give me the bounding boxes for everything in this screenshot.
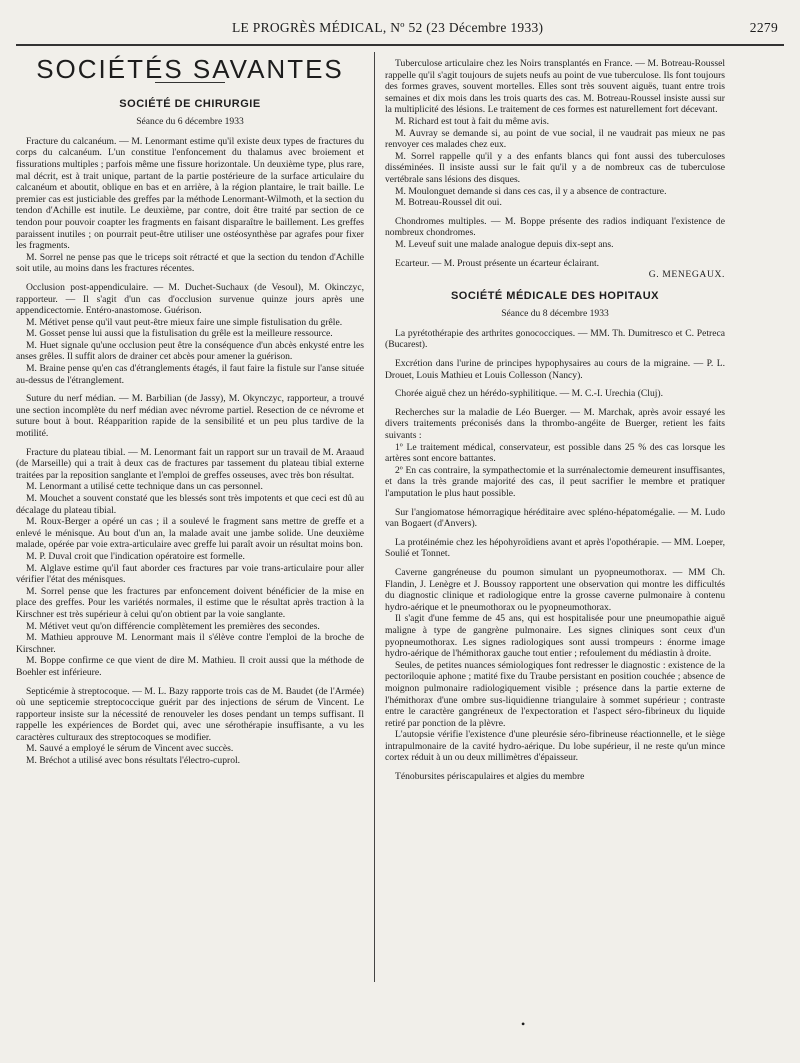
running-header — [16, 20, 784, 42]
paragraph: Excrétion dans l'urine de principes hypophysaires au cours de la migraine. — P. L. Drouet, Louis Mathieu et Louis Collesson (Nancy). — [385, 358, 725, 381]
left-column — [16, 54, 364, 767]
page-mark: • — [521, 1017, 526, 1031]
paragraph: Chondromes multiples. — M. Boppe présente des radios indiquant l'existence de nombreux chondromes. — [385, 215, 725, 239]
paragraph: Occlusion post-appendiculaire. — M. Duchet-Suchaux (de Vesoul), M. Okinczyc, rapporteur. — Il s'agit d'un cas d'occlusion survenue quinze jours après une appendicectomie. Entéro-anastomose. Guérison. — [16, 281, 364, 317]
paragraph: M. Bréchot a utilisé avec bons résultats l'électro-cuprol. — [26, 755, 241, 767]
paragraph: La protéinémie chez les hépohyroïdiens avant et après l'opothérapie. — MM. Loeper, Soulié et Tonnet. — [385, 536, 725, 560]
right-column — [385, 58, 725, 783]
paragraph: Seules, de petites nuances sémiologiques font redresser le diagnostic : existence de la pectoriloquie aphone ; matité fixe du Traube persistant en position couchée ; absence de moignon pulmonaire radiologiquement visible ; présence dans la partie externe de l'hémithorax d'une ombre sus-liquidienne triangulaire à sommet supérieur ; contraste entre le caractère gangréneux de l'expectoration et l'aspect séro-fibrineux du liquide retiré par ponction de la plèvre. — [385, 659, 725, 729]
paragraph: 1º Le traitement médical, conservateur, est possible dans 25 % des cas lorsque les artères sont encore battantes. — [385, 441, 725, 465]
paragraph: M. Sauvé a employé le sérum de Vincent avec succès. — [26, 743, 234, 755]
paragraph: Sur l'angiomatose hémorragique héréditaire avec spléno-hépatomégalie. — M. Ludo van Bogaert (d'Anvers). — [385, 506, 725, 530]
column-divider — [374, 52, 375, 982]
paragraph: Septicémie à streptocoque. — M. L. Bazy rapporte trois cas de M. Baudet (de l'Armée) où une septicemie streptococcique guérit par des injections de sérum de Vincent. Le rapporteur insiste sur la nécessité de renouveler les doses pendant un temps suffisant. Il rappelle les expériences de Bordet qui, avec une sérothérapie insuffisante, a vu les caractères culturaux des streptocoques se modifier. — [16, 685, 364, 743]
paragraph: La pyrétothérapie des arthrites gonococciques. — MM. Th. Dumitresco et C. Petreca (Bucarest). — [385, 327, 725, 351]
paragraph: M. Boppe confirme ce que vient de dire M. Mathieu. Il croit aussi que la méthode de Boehler est inférieure. — [16, 655, 364, 678]
signature: G. MENEGAUX. — [648, 269, 725, 281]
paragraph: Recherches sur la maladie de Léo Buerger. — M. Marchak, après avoir essayé les divers traitements préconisés dans la thrombo-angéite de Buerger, retient les faits suivants : — [385, 406, 725, 442]
paragraph: Ténobursites périscapulaires et algies du membre — [395, 771, 585, 783]
paragraph: M. Botreau-Roussel dit oui. — [395, 197, 502, 209]
session-date-hopitaux: Séance du 8 décembre 1933 — [501, 308, 609, 320]
section-title-hopitaux: SOCIÉTÉ MÉDICALE DES HOPITAUX — [450, 289, 660, 302]
paragraph: M. P. Duval croit que l'indication opératoire est formelle. — [26, 550, 245, 562]
paragraph: Il s'agit d'une femme de 45 ans, qui est hospitalisée pour une pneumopathie aiguë maligne à type de gangrène pulmonaire. Les signes cliniques sont ceux d'un pyopneumothorax. Les signes radiologiques sont aussi trompeurs : énorme image hydro-aérique de l'hémithorax gauche tout entier ; refoulement du médiastin à droite. — [385, 613, 725, 660]
paragraph: L'autopsie vérifie l'existence d'une pleurésie séro-fibrineuse réactionnelle, et le siège intrapulmonaire de la cavité hydro-aérique. Du lobe supérieur, il ne reste qu'un mince cortex réduit à un ou deux millimètres d'épaisseur. — [385, 729, 725, 764]
spacer — [385, 281, 725, 287]
paragraph: M. Mouchet a souvent constaté que les blessés sont très impotents et que ceci est dû au décalage du plateau tibial. — [16, 493, 364, 516]
header-divider — [16, 44, 784, 46]
paragraph: M. Moulonguet demande si dans ces cas, il y a absence de contracture. — [395, 185, 667, 197]
paragraph: M. Huet signale qu'une occlusion peut être la conséquence d'un abcès enkysté entre les anses grêles. Il suffit alors de drainer cet abcès pour amener la guérison. — [16, 339, 364, 363]
main-title: SOCIÉTÉS SAVANTES — [36, 54, 344, 84]
paragraph: Caverne gangréneuse du poumon simulant un pyopneumothorax. — MM Ch. Flandin, J. Lenègre et J. Boussoy rapportent une observation qui montre les difficultés du diagnostic clinique et radiologique entre la grosse caverne pulmonaire à contenu hydro-aérique et le pneumothorax ou le pyopneumothorax. — [385, 566, 725, 613]
paragraph: Ecarteur. — M. Proust présente un écarteur éclairant. — [395, 257, 600, 269]
paragraph: M. Métivet pense qu'il vaut peut-être mieux faire une simple fistulisation du grêle. — [26, 316, 343, 328]
paragraph: M. Sorrel rappelle qu'il y a des enfants blancs qui font aussi des tuberculoses disséminées. Il insiste aussi sur le fait qu'il y a de nombreux cas de tuberculose vertébrale sans lésions des disques. — [385, 150, 725, 185]
paragraph: Fracture du calcanéum. — M. Lenormant estime qu'il existe deux types de fractures du corps du calcanéum. L'un constitue l'enfoncement du thalamus avec broiement et fissurations multiples ; parfois même une fissure horizontale. Un deuxième type, plus rare, mal décrit, est à trait unique, partant de la partie postérieure de la surface articulaire du calcanéum et aboutit, oblique en bas et en arrière, à la région plantaire, le trait baille. Le premier cas est justiciable des greffes par la méthode Lenormant-Wilmoth, et la section du tendon d'Achille est inutile. Le deuxième, par contre, doit être traité par section de ce tendon pour pouvoir coapter les fragments en faisant disparaître le baillement. Les greffes paraissent inutiles ; on pourrait peut-être utiliser une ostéosynthèse par agrafes pour fixer les fragments. — [16, 135, 364, 252]
paragraph: Suture du nerf médian. — M. Barbilian (de Jassy), M. Okynczyc, rapporteur, a trouvé une section incomplète du nerf médian avec névrome partiel. Resection de ce névrome et suture bout à bout. Réapparition rapide de la sensibilité et un peu plus tardive de la motilité. — [16, 393, 364, 440]
paragraph: Tuberculose articulaire chez les Noirs transplantés en France. — M. Botreau-Roussel rappelle qu'il s'agit toujours de sujets neufs au point de vue tuberculose. Ils font toujours des formes graves, souvent mortelles. Elles sont très souvent aiguës, tuant entre trois semaines et dix mois dans les trois quarts des cas. M. Botreau-Roussel insiste aussi sur la multiplicité des lésions. Le traitement de ces formes est naturellement fort décevant. — [385, 58, 725, 116]
paragraph: M. Braine pense qu'en cas d'étranglements étagés, il faut faire la fistule sur l'anse située au-dessus de l'étranglement. — [16, 363, 364, 386]
paragraph: Chorée aiguë chez un hérédo-syphilitique. — M. C.-I. Urechia (Cluj). — [395, 388, 664, 400]
section-title-chirurgie: SOCIÉTÉ DE CHIRURGIE — [119, 97, 261, 110]
paragraph: M. Leveuf suit une malade analogue depuis dix-sept ans. — [395, 238, 614, 250]
paragraph: M. Alglave estime qu'il faut aborder ces fractures par voie trans-articulaire pour aller vérifier l'état des ménisques. — [16, 562, 364, 586]
paragraph: M. Sorrel pense que les fractures par enfoncement doivent bénéficier de la mise en place des greffes. Pour les variétés normales, il estime que le résultat après traction à la Kirschner est très supérieur à celui qu'on obtient par la voie sanglante. — [16, 585, 364, 620]
journal-title: LE PROGRÈS MÉDICAL, Nº 52 (23 Décembre 1933) — [232, 20, 544, 35]
page-number: 2279 — [749, 20, 778, 35]
paragraph: M. Lenormant a utilisé cette technique dans un cas personnel. — [26, 481, 263, 493]
paragraph: M. Mathieu approuve M. Lenormant mais il s'élève contre l'emploi de la broche de Kirschner. — [16, 632, 364, 655]
paragraph: M. Métivet veut qu'on différencie complètement les premières des secondes. — [26, 620, 320, 632]
paragraph: M. Gosset pense lui aussi que la fistulisation du grêle est la meilleure ressource. — [26, 328, 333, 340]
paragraph: M. Sorrel ne pense pas que le triceps soit rétracté et que la section du tendon d'Achille soit utile, au moins dans les fractures récentes. — [16, 251, 364, 275]
paragraph: M. Richard est tout à fait du même avis. — [395, 115, 549, 127]
paragraph: M. Roux-Berger a opéré un cas ; il a soulevé le fragment sans mettre de greffe et a enlevé le ménisque. Au bout d'un an, la malade avait une jambe solide. Une deuxième malade, opérée par voie extra-articulaire avec greffe lui paraît avoir un résultat moins bon. — [16, 516, 364, 551]
paragraph: M. Auvray se demande si, au point de vue social, il ne vaudrait pas mieux ne pas renvoyer ces malades chez eux. — [385, 127, 725, 151]
session-date-chirurgie: Séance du 6 décembre 1933 — [136, 116, 244, 128]
paragraph: Fracture du plateau tibial. — M. Lenormant fait un rapport sur un travail de M. Araaud (de Marseille) qui a trait à deux cas de fractures par tassement du plateau tibial externe traitées par la reposition sanglante et l'emploi de greffes osseuses, avec très bon résultat. — [16, 446, 364, 481]
paragraph: 2º En cas contraire, la sympathectomie et la surrénalectomie demeurent insuffisantes, et dans la très grande majorité des cas, il peut sacrifier le membre et pratiquer l'amputation le plus haut possible. — [385, 464, 725, 499]
